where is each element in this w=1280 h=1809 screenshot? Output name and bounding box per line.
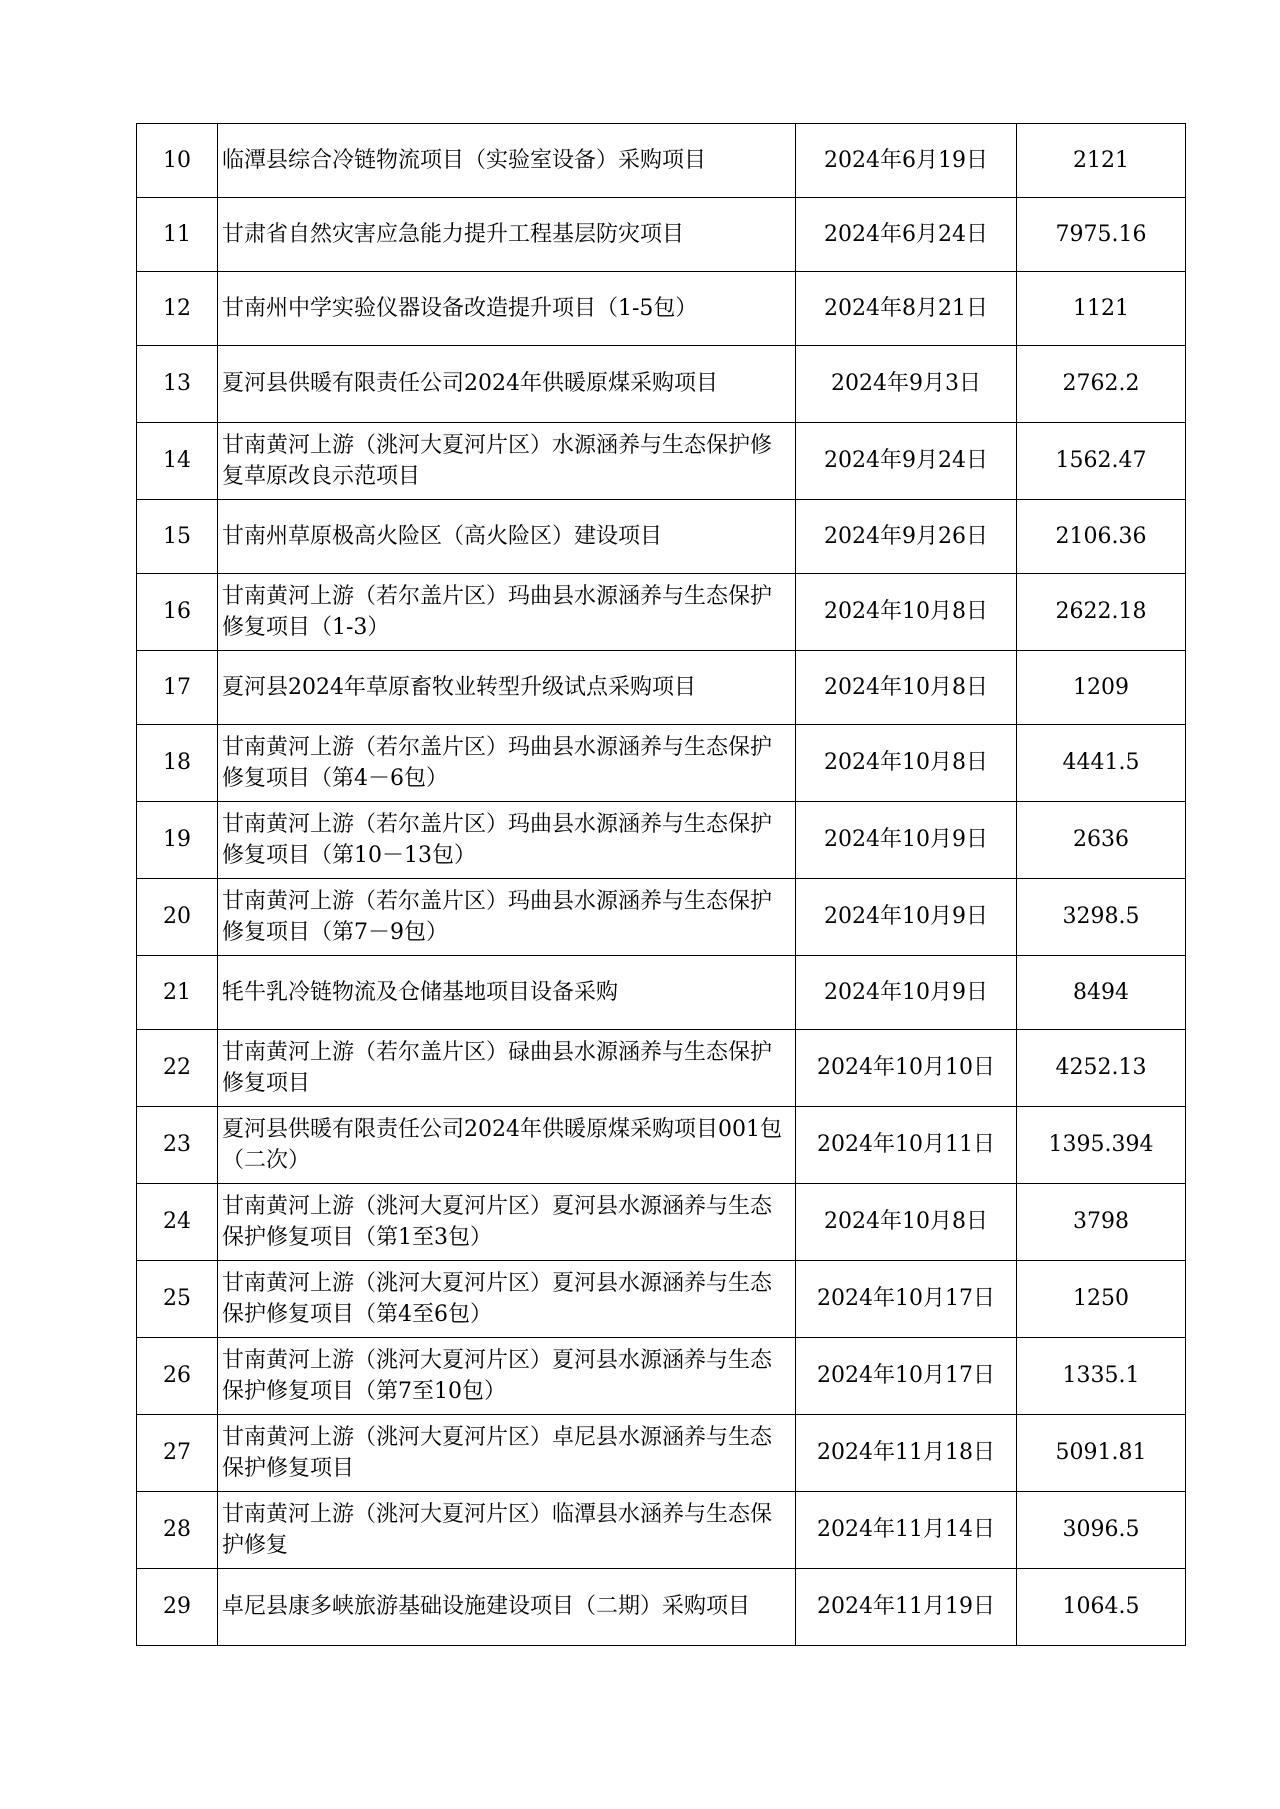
project-date: 2024年10月9日 <box>796 879 1017 956</box>
row-number: 28 <box>137 1492 218 1569</box>
project-date: 2024年10月9日 <box>796 956 1017 1030</box>
row-number: 24 <box>137 1184 218 1261</box>
row-number: 25 <box>137 1261 218 1338</box>
project-date: 2024年10月17日 <box>796 1261 1017 1338</box>
project-name: 甘肃省自然灾害应急能力提升工程基层防灾项目 <box>218 198 796 272</box>
row-number: 10 <box>137 124 218 198</box>
project-name: 夏河县2024年草原畜牧业转型升级试点采购项目 <box>218 651 796 725</box>
row-number: 16 <box>137 574 218 651</box>
table-row <box>137 1569 1186 1646</box>
row-number: 18 <box>137 725 218 802</box>
project-name: 甘南黄河上游（洮河大夏河片区）夏河县水源涵养与生态保护修复项目（第1至3包） <box>218 1184 796 1261</box>
table-row <box>137 802 1186 879</box>
project-amount: 1562.47 <box>1017 423 1186 500</box>
project-name: 甘南黄河上游（若尔盖片区）玛曲县水源涵养与生态保护修复项目（第7－9包） <box>218 879 796 956</box>
project-amount: 1064.5 <box>1017 1569 1186 1646</box>
table-row <box>137 1261 1186 1338</box>
project-name: 甘南黄河上游（若尔盖片区）玛曲县水源涵养与生态保护修复项目（第4－6包） <box>218 725 796 802</box>
project-date: 2024年9月3日 <box>796 346 1017 423</box>
project-amount: 4252.13 <box>1017 1030 1186 1107</box>
table-row <box>137 574 1186 651</box>
project-amount: 3096.5 <box>1017 1492 1186 1569</box>
project-amount: 2121 <box>1017 124 1186 198</box>
project-name: 甘南黄河上游（洮河大夏河片区）卓尼县水源涵养与生态保护修复项目 <box>218 1415 796 1492</box>
table-row <box>137 423 1186 500</box>
project-name: 临潭县综合冷链物流项目（实验室设备）采购项目 <box>218 124 796 198</box>
table-row <box>137 346 1186 423</box>
project-date: 2024年9月26日 <box>796 500 1017 574</box>
project-name: 甘南州中学实验仪器设备改造提升项目（1-5包） <box>218 272 796 346</box>
project-date: 2024年10月17日 <box>796 1338 1017 1415</box>
project-amount: 2762.2 <box>1017 346 1186 423</box>
project-name: 甘南黄河上游（若尔盖片区）碌曲县水源涵养与生态保护修复项目 <box>218 1030 796 1107</box>
project-name: 甘南黄河上游（若尔盖片区）玛曲县水源涵养与生态保护修复项目（1-3） <box>218 574 796 651</box>
project-date: 2024年11月14日 <box>796 1492 1017 1569</box>
project-amount: 2106.36 <box>1017 500 1186 574</box>
table-row <box>137 1184 1186 1261</box>
project-amount: 1121 <box>1017 272 1186 346</box>
project-amount: 5091.81 <box>1017 1415 1186 1492</box>
table-row <box>137 124 1186 198</box>
project-date: 2024年6月24日 <box>796 198 1017 272</box>
project-name: 牦牛乳冷链物流及仓储基地项目设备采购 <box>218 956 796 1030</box>
row-number: 26 <box>137 1338 218 1415</box>
procurement-table-body <box>137 124 1186 1646</box>
row-number: 14 <box>137 423 218 500</box>
project-amount: 7975.16 <box>1017 198 1186 272</box>
project-amount: 1335.1 <box>1017 1338 1186 1415</box>
project-name: 甘南州草原极高火险区（高火险区）建设项目 <box>218 500 796 574</box>
project-amount: 1395.394 <box>1017 1107 1186 1184</box>
project-date: 2024年10月11日 <box>796 1107 1017 1184</box>
project-amount: 8494 <box>1017 956 1186 1030</box>
table-row <box>137 1338 1186 1415</box>
project-name: 卓尼县康多峡旅游基础设施建设项目（二期）采购项目 <box>218 1569 796 1646</box>
project-date: 2024年9月24日 <box>796 423 1017 500</box>
procurement-table <box>136 123 1186 1646</box>
project-amount: 4441.5 <box>1017 725 1186 802</box>
row-number: 29 <box>137 1569 218 1646</box>
project-name: 夏河县供暖有限责任公司2024年供暖原煤采购项目001包（二次） <box>218 1107 796 1184</box>
project-amount: 2636 <box>1017 802 1186 879</box>
project-date: 2024年6月19日 <box>796 124 1017 198</box>
table-row <box>137 1415 1186 1492</box>
table-row <box>137 956 1186 1030</box>
row-number: 19 <box>137 802 218 879</box>
row-number: 20 <box>137 879 218 956</box>
row-number: 17 <box>137 651 218 725</box>
project-date: 2024年10月8日 <box>796 1184 1017 1261</box>
table-row <box>137 1107 1186 1184</box>
project-name: 甘南黄河上游（若尔盖片区）玛曲县水源涵养与生态保护修复项目（第10－13包） <box>218 802 796 879</box>
row-number: 21 <box>137 956 218 1030</box>
project-name: 甘南黄河上游（洮河大夏河片区）夏河县水源涵养与生态保护修复项目（第4至6包） <box>218 1261 796 1338</box>
project-amount: 3298.5 <box>1017 879 1186 956</box>
project-date: 2024年8月21日 <box>796 272 1017 346</box>
table-row <box>137 651 1186 725</box>
project-name: 甘南黄河上游（洮河大夏河片区）水源涵养与生态保护修复草原改良示范项目 <box>218 423 796 500</box>
project-name: 甘南黄河上游（洮河大夏河片区）临潭县水涵养与生态保护修复 <box>218 1492 796 1569</box>
table-row <box>137 879 1186 956</box>
project-amount: 1250 <box>1017 1261 1186 1338</box>
project-date: 2024年10月8日 <box>796 574 1017 651</box>
project-date: 2024年10月8日 <box>796 651 1017 725</box>
project-amount: 1209 <box>1017 651 1186 725</box>
project-name: 夏河县供暖有限责任公司2024年供暖原煤采购项目 <box>218 346 796 423</box>
row-number: 27 <box>137 1415 218 1492</box>
project-name: 甘南黄河上游（洮河大夏河片区）夏河县水源涵养与生态保护修复项目（第7至10包） <box>218 1338 796 1415</box>
project-date: 2024年10月8日 <box>796 725 1017 802</box>
project-date: 2024年11月19日 <box>796 1569 1017 1646</box>
project-date: 2024年10月9日 <box>796 802 1017 879</box>
row-number: 23 <box>137 1107 218 1184</box>
row-number: 15 <box>137 500 218 574</box>
row-number: 11 <box>137 198 218 272</box>
table-row <box>137 725 1186 802</box>
row-number: 13 <box>137 346 218 423</box>
table-row <box>137 198 1186 272</box>
project-amount: 3798 <box>1017 1184 1186 1261</box>
project-date: 2024年10月10日 <box>796 1030 1017 1107</box>
row-number: 22 <box>137 1030 218 1107</box>
table-row <box>137 1030 1186 1107</box>
row-number: 12 <box>137 272 218 346</box>
project-amount: 2622.18 <box>1017 574 1186 651</box>
project-date: 2024年11月18日 <box>796 1415 1017 1492</box>
table-row <box>137 500 1186 574</box>
table-row <box>137 272 1186 346</box>
table-row <box>137 1492 1186 1569</box>
